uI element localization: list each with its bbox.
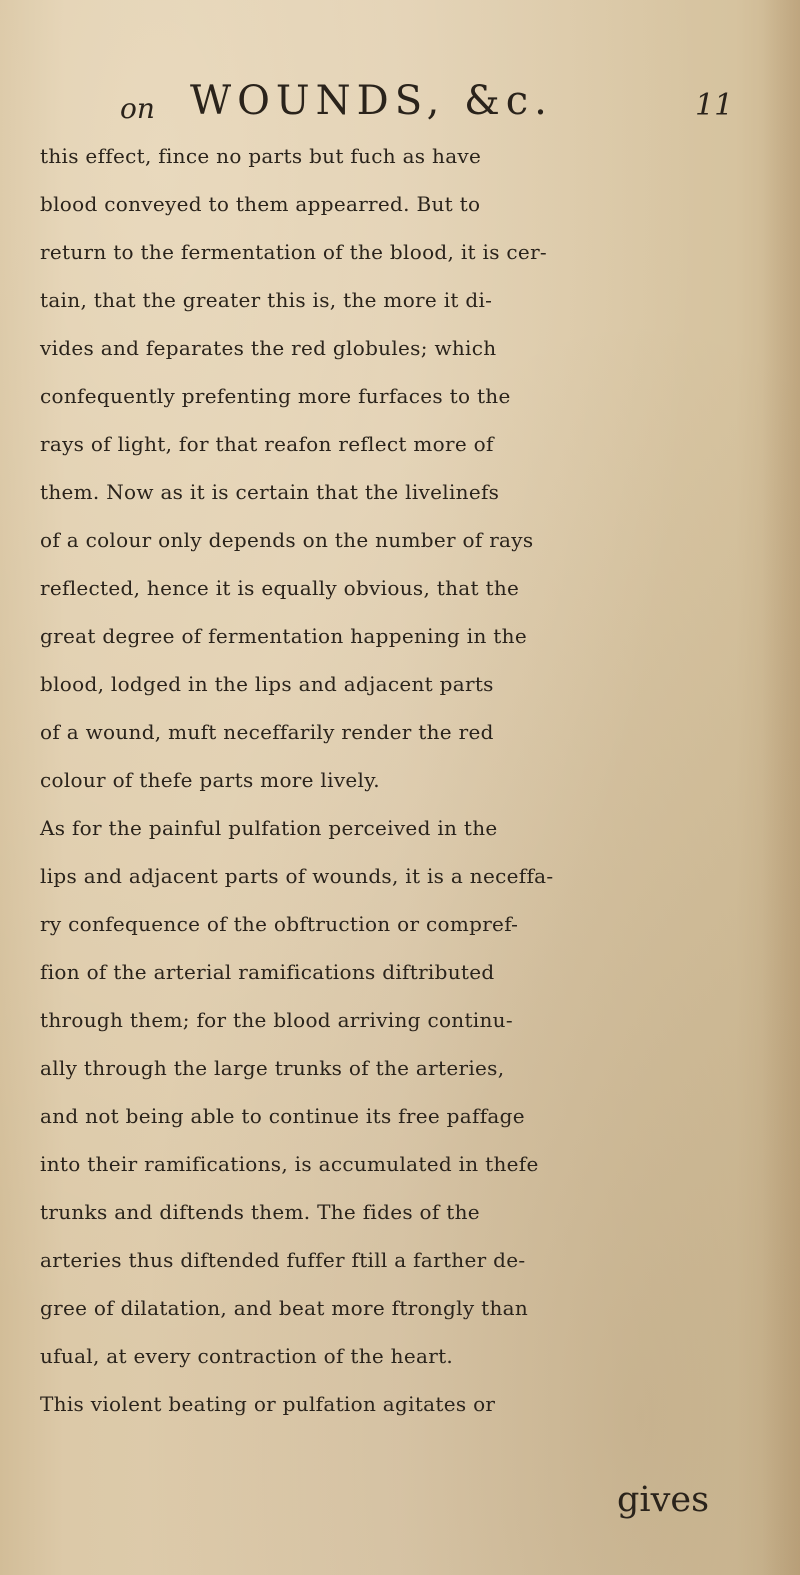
text-line: ufual, at every contraction of the heart.: [40, 1344, 454, 1368]
text-line: this effect, fince no parts but fuch as have: [40, 144, 482, 168]
text-line: colour of thefe parts more lively.: [40, 768, 380, 792]
text-line: gree of dilatation, and beat more ftrongly than: [40, 1296, 529, 1320]
text-line: of a wound, muft neceffarily render the red: [40, 720, 494, 744]
text-line: ry confequence of the obftruction or compref-: [40, 912, 519, 936]
header-prefix: on: [120, 92, 155, 125]
text-line: confequently prefenting more furfaces to the: [40, 384, 511, 408]
text-line: fion of the arterial ramifications diftributed: [40, 960, 495, 984]
text-line: arteries thus diftended fuffer ftill a farther de-: [40, 1248, 526, 1272]
text-line: blood conveyed to them appearred. But to: [40, 192, 481, 216]
text-line: As for the painful pulfation perceived in the: [40, 816, 498, 840]
running-title: WOUNDS, &c.: [190, 78, 553, 124]
text-line: and not being able to continue its free paffage: [40, 1104, 525, 1128]
text-line: trunks and diftends them. The fides of the: [40, 1200, 480, 1224]
text-line: tain, that the greater this is, the more it di-: [40, 288, 493, 312]
page-number: 11: [695, 88, 734, 123]
text-line: through them; for the blood arriving continu-: [40, 1008, 513, 1032]
body-text: [40, 132, 780, 1428]
page-header: [120, 74, 740, 134]
text-line: return to the fermentation of the blood, it is cer-: [40, 240, 547, 264]
text-line: great degree of fermentation happening in the: [40, 624, 527, 648]
text-line: rays of light, for that reafon reflect more of: [40, 432, 494, 456]
text-line: into their ramifications, is accumulated in thefe: [40, 1152, 539, 1176]
text-line: vides and feparates the red globules; which: [40, 336, 497, 360]
text-line: them. Now as it is certain that the livelinefs: [40, 480, 500, 504]
text-line: reflected, hence it is equally obvious, that the: [40, 576, 520, 600]
text-line: lips and adjacent parts of wounds, it is a neceffa-: [40, 864, 554, 888]
catchword: gives: [617, 1480, 710, 1520]
text-line: This violent beating or pulfation agitates or: [40, 1392, 496, 1416]
text-line: of a colour only depends on the number of rays: [40, 528, 534, 552]
text-line: blood, lodged in the lips and adjacent parts: [40, 672, 494, 696]
text-line: ally through the large trunks of the arteries,: [40, 1056, 505, 1080]
